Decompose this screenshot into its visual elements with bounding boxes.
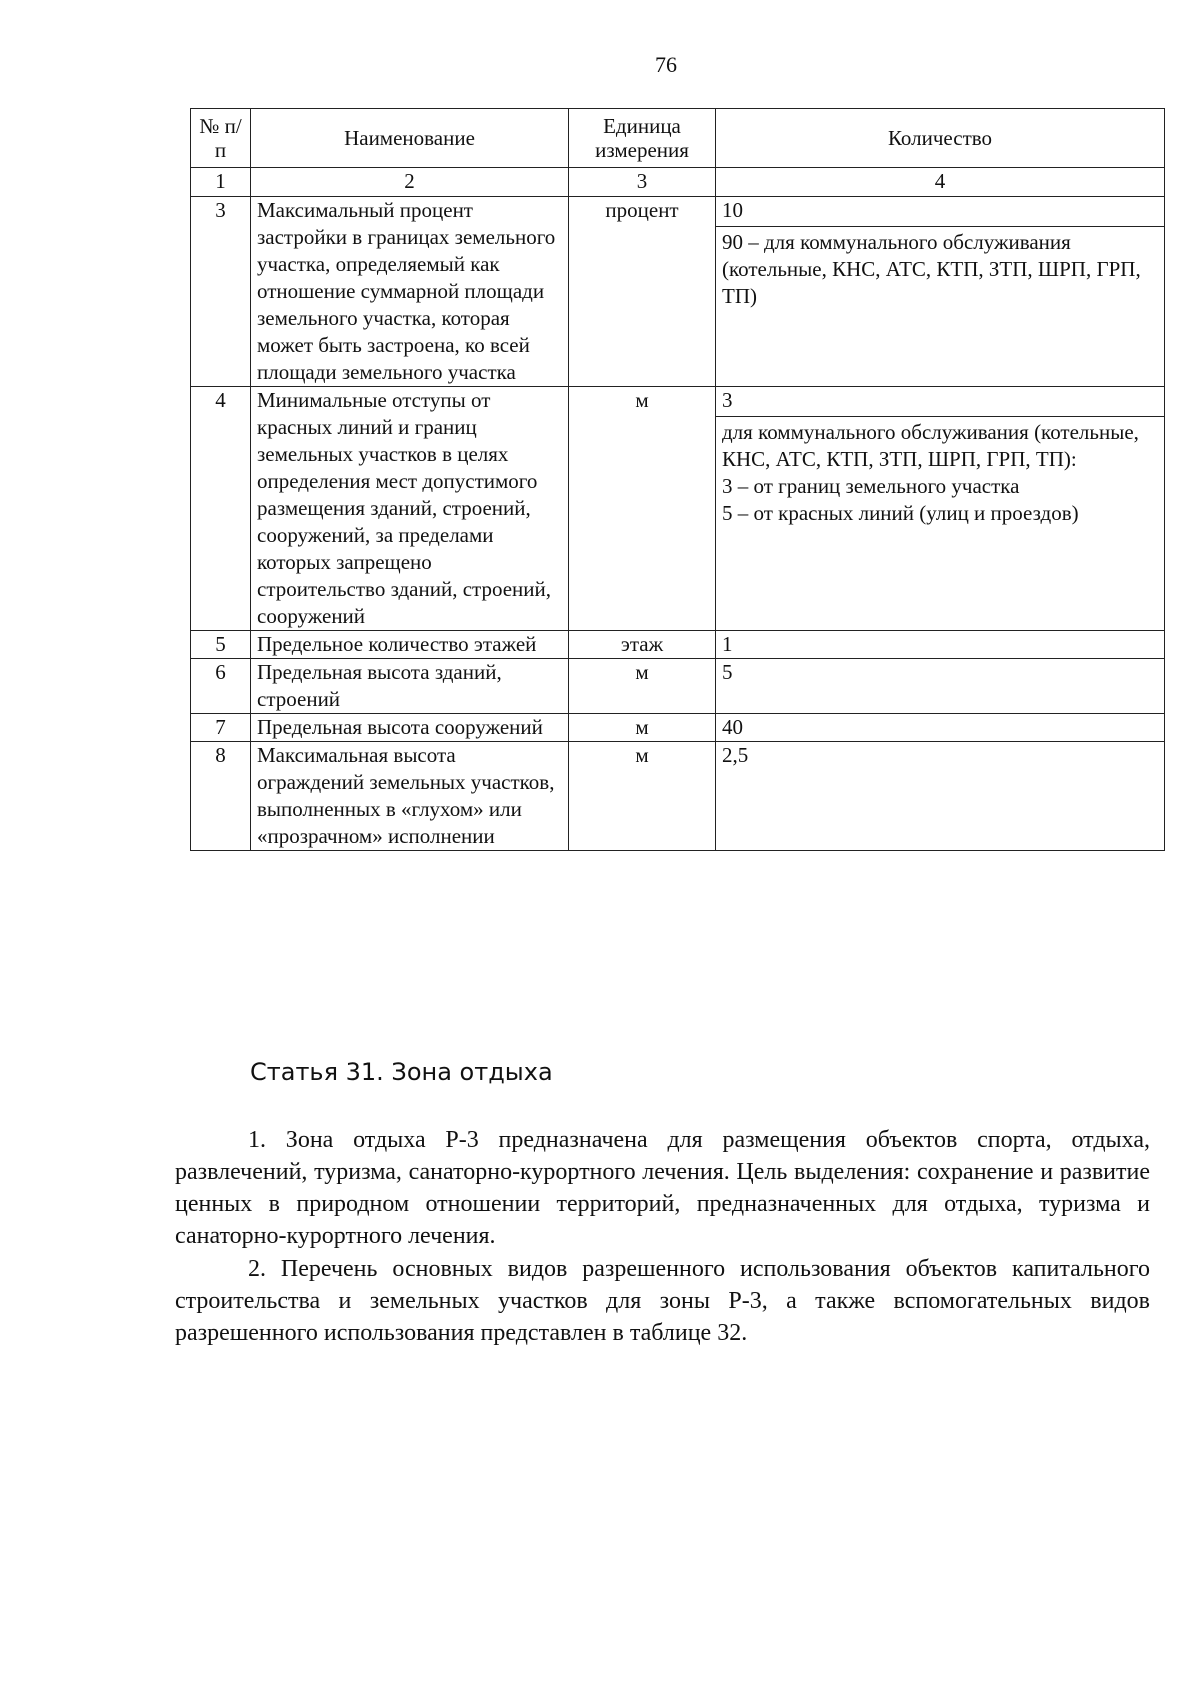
row-number: 8 [191, 742, 251, 851]
row-number: 5 [191, 631, 251, 659]
row-unit: м [569, 714, 716, 742]
column-number-row [191, 168, 1165, 197]
table-row [191, 714, 1165, 742]
row-name: Предельная высота сооружений [251, 714, 569, 742]
row-value-secondary: 90 – для коммунального обслуживания (котельные, КНС, АТС, КТП, ЗТП, ШРП, ГРП, ТП) [722, 230, 1141, 308]
page-number: 76 [655, 52, 677, 77]
row-name: Предельное количество этажей [251, 631, 569, 659]
header-unit: Единица измерения [569, 109, 716, 168]
row-unit: этаж [569, 631, 716, 659]
row-name: Предельная высота зданий, строений [251, 659, 569, 714]
row-name: Минимальные отступы от красных линий и границ земельных участков в целях определения мест допустимого размещения зданий, строений, сооружений, за пределами которых запрещено строительство зданий, строений, сооружений [251, 387, 569, 631]
row-value-secondary [722, 417, 1158, 527]
table-row [191, 659, 1165, 714]
row-number: 6 [191, 659, 251, 714]
row-unit: м [569, 742, 716, 851]
article-title: Статья 31. Зона отдыха [250, 1058, 553, 1086]
header-number: № п/п [191, 109, 251, 168]
header-quantity: Количество [716, 109, 1165, 168]
row-value-line: 5 – от красных линий (улиц и проездов) [722, 501, 1079, 525]
table-row [191, 387, 1165, 631]
row-value-primary: 10 [716, 197, 1164, 227]
row-name: Максимальная высота ограждений земельных участков, выполненных в «глухом» или «прозрачном» исполнении [251, 742, 569, 851]
column-number: 2 [251, 168, 569, 197]
column-number: 3 [569, 168, 716, 197]
column-number: 1 [191, 168, 251, 197]
table-row [191, 631, 1165, 659]
row-number: 4 [191, 387, 251, 631]
row-unit: м [569, 659, 716, 714]
table-row [191, 197, 1165, 387]
row-unit: процент [569, 197, 716, 387]
parameters-table [190, 108, 1165, 851]
row-value: 40 [716, 714, 1165, 742]
table-row [191, 742, 1165, 851]
paragraph: 2. Перечень основных видов разрешенного использования объектов капитального строительства и земельных участков для зоны Р-3, а также вспомогательных видов разрешенного использования представлен в таблице 32. [175, 1256, 1150, 1346]
row-name: Максимальный процент застройки в границах земельного участка, определяемый как отношение суммарной площади земельного участка, которая может быть застроена, ко всей площади земельного участка [251, 197, 569, 387]
header-name: Наименование [251, 109, 569, 168]
row-value-line: 3 – от границ земельного участка [722, 474, 1020, 498]
row-unit: м [569, 387, 716, 631]
row-value-cell [716, 197, 1165, 387]
row-value-line: для коммунального обслуживания (котельные, КНС, АТС, КТП, ЗТП, ШРП, ГРП, ТП): [722, 420, 1139, 471]
row-value: 5 [716, 659, 1165, 714]
table-header-row [191, 109, 1165, 168]
row-value-primary: 3 [716, 387, 1164, 417]
row-value-cell [716, 387, 1165, 631]
row-value: 1 [716, 631, 1165, 659]
paragraph: 1. Зона отдыха Р-3 предназначена для размещения объектов спорта, отдыха, развлечений, туризма, санаторно-курортного лечения. Цель выделения: сохранение и развитие ценных в природном отношении территорий, предназначенных для отдыха, туризма и санаторно-курортного лечения. [175, 1127, 1150, 1249]
row-value: 2,5 [716, 742, 1165, 851]
row-number: 7 [191, 714, 251, 742]
row-number: 3 [191, 197, 251, 387]
column-number: 4 [716, 168, 1165, 197]
